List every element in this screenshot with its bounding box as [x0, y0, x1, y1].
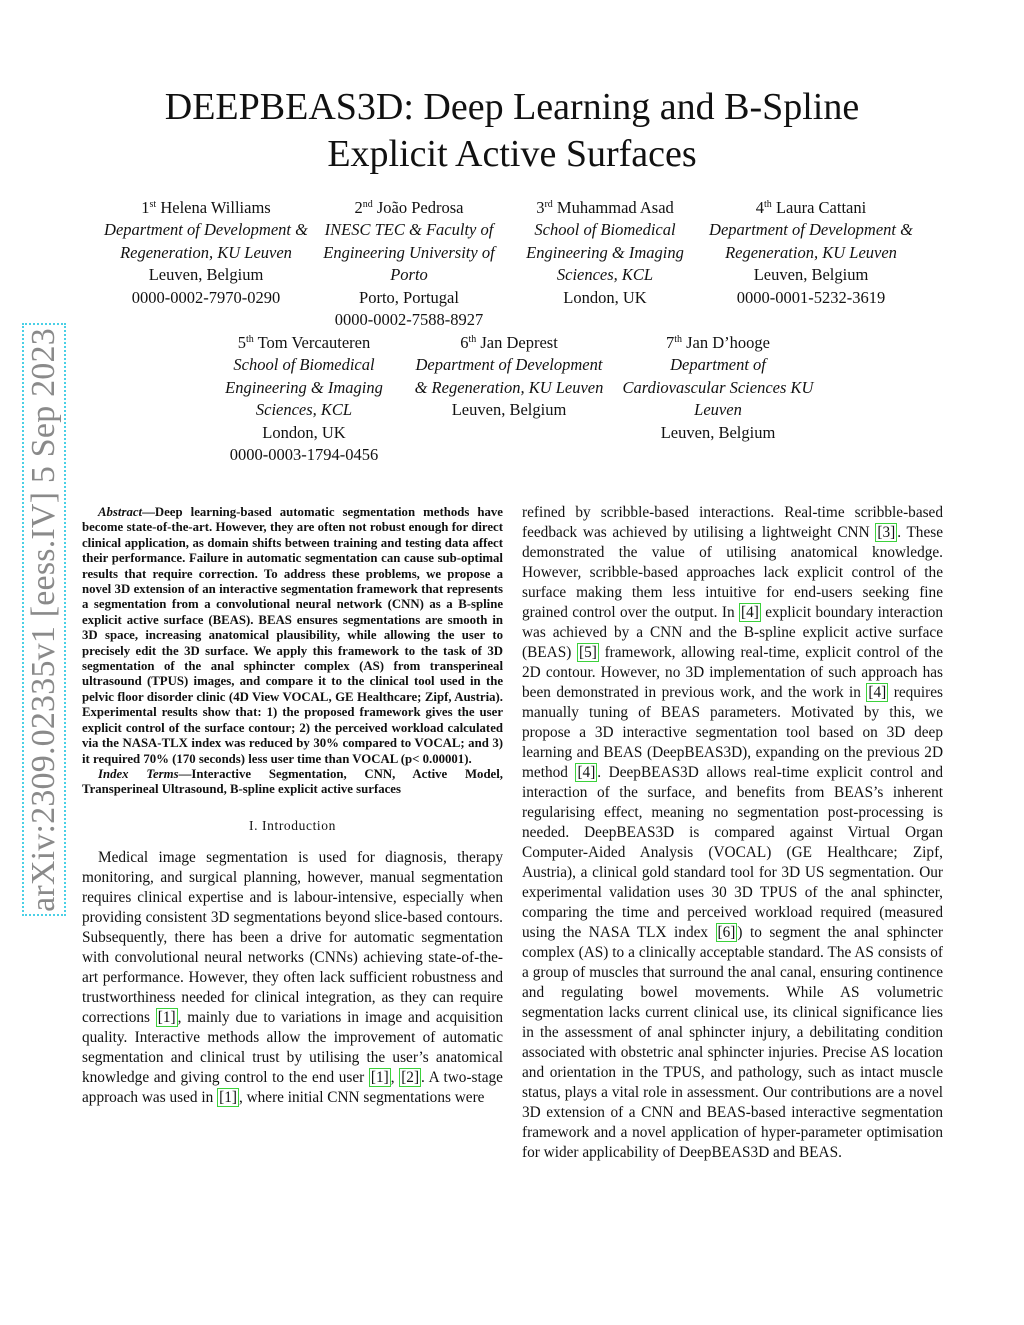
arxiv-id-text: arXiv:2309.02335v1 [eess.IV] 5 Sep 2023: [25, 327, 63, 912]
author-orcid: 0000-0001-5232-3619: [736, 287, 886, 307]
author-orcid: 0000-0003-1794-0456: [229, 445, 379, 465]
author-name: Jan Deprest: [480, 333, 558, 352]
author-block-2: 2nd João Pedrosa INESC TEC & Faculty of Engineering University of Porto Porto, Portugal 0000-0002-7588-8927: [318, 197, 500, 331]
citation-link[interactable]: [1]: [157, 1008, 176, 1026]
citation-link[interactable]: [4]: [740, 604, 759, 621]
author-orcid: 0000-0002-7588-8927: [334, 310, 484, 330]
author-name: Helena Williams: [160, 198, 271, 217]
author-orcid: 0000-0002-7970-0290: [131, 287, 281, 307]
author-location: Leuven, Belgium: [753, 265, 869, 285]
citation-link[interactable]: [4]: [577, 764, 596, 781]
author-name: Tom Vercauteren: [257, 333, 371, 352]
citation-link[interactable]: [1]: [370, 1068, 389, 1086]
author-affiliation: School of Biomedical Engineering & Imaging Sciences, KCL: [225, 355, 383, 420]
index-terms-text: —Interactive Segmentation, CNN, Active Model, Transperineal Ultrasound, B-spline explicit active surfaces: [82, 766, 503, 797]
author-location: Porto, Portugal: [359, 287, 459, 307]
author-location: London, UK: [563, 287, 647, 307]
index-terms: [82, 767, 503, 798]
citation-link[interactable]: [1]: [219, 1088, 237, 1106]
abstract-text: —Deep learning-based automatic segmentation methods have become state-of-the-art. However, they are often not robust enough for direct clinical application, as domain shifts between training and testing data affect their performance. Failure in automatic segmentation can cause sub-optimal results that require correction. To address these problems, we propose a novel 3D extension of an interactive segmentation framework that represents a segmentation from a convolutional neural network (CNN) as a B-spline explicit active surface (BEAS). BEAS ensures segmentations are smooth in 3D space, increasing anatomical plausibility, while allowing the user to precisely edit the 3D surface. We apply this framework to the task of 3D segmentation of the anal sphincter complex (AS) from transperineal ultrasound (TPUS) images, and compare it to the clinical tool used in the pelvic floor disorder clinic (4D View VOCAL, GE Healthcare; Zipf, Austria). Experimental results show that: 1) the proposed framework gives the user explicit control of the surface contour; 2) the perceived workload calculated via the NASA-TLX index was reduced by 30% compared to VOCAL; and 3) it required 70% (170 seconds) less user time than VOCAL (p< 0.00001).: [82, 505, 503, 766]
abstract: [82, 505, 503, 767]
author-affiliation: Department of Development & Regeneration, KU Leuven: [709, 220, 913, 262]
author-block-1: 1st Helena Williams Department of Development & Regeneration, KU Leuven Leuven, Belgium 0000-0002-7970-0290: [102, 197, 310, 309]
abstract-label: Abstract: [98, 505, 143, 519]
arxiv-identifier-stamp: [22, 323, 66, 916]
author-block-4: 4th Laura Cattani Department of Development & Regeneration, KU Leuven Leuven, Belgium 0000-0001-5232-3619: [706, 197, 916, 309]
author-location: London, UK: [262, 422, 346, 442]
author-block-3: 3rd Muhammad Asad School of Biomedical Engineering & Imaging Sciences, KCL London, UK: [508, 197, 702, 309]
intro-paragraph-right: refined by scribble-based interactions. Real-time scribble-based feedback was achieved by utilising a lightweight CNN [3] . These demonstrated the value of utilising anatomical knowledge. However, scribble-based approaches lack explicit control of the surface making them less intuitive for end-users seeking fine grained control over the output. In [4] explicit boundary interaction was achieved by a CNN and the B-spline explicit active surface (BEAS) [5] framework, allowing real-time, explicit control of the 2D contour. However, no 3D implementation of such approach has been demonstrated in previous work, and the work in [4] requires manually tuning of BEAS parameters. Motivated by this, we propose a 3D interactive segmentation tool based on 3D deep learning and BEAS (DeepBEAS3D), expanding on the previous 2D method [4] . DeepBEAS3D allows real-time explicit control and interaction of the surface, and benefits from BEAS’s inherent regularising effect, meaning no segmentation post-processing is needed. DeepBEAS3D is compared against Virtual Organ Computer-Aided Analysis (VOCAL) (GE Healthcare; Zipf, Austria), a clinical gold standard tool for 3D US segmentation. Our experimental validation uses 30 3D TPUS of the anal sphincter, comparing the time and perceived workload required (measured using the NASA TLX index [6] ) to segment the anal sphincter complex (AS) to a clinically acceptable standard. The AS consists of a group of muscles that surround the anal canal, ensuring continence and regulating bowel movements. While AS volumetric segmentation lacks current clinical use, its clinical significance lies in the assessment of anal sphincter injury, a debilitating condition associated with obstetric anal sphincter injuries. Precise AS location and orientation in the TPUS, and pathology, such as intact muscle status, plays a vital role in assessment. Our contributions are a novel 3D extension of a CNN and BEAS-based interactive segmentation framework and a novel application of hyper-parameter optimisation for wider applicability of DeepBEAS3D and BEAS.: [522, 504, 944, 1161]
right-column: [522, 503, 943, 1163]
author-name: Laura Cattani: [775, 198, 867, 217]
paper-title: DEEPBEAS3D: Deep Learning and B-Spline Explicit Active Surfaces: [164, 86, 860, 175]
author-block-6: 6th Jan Deprest Department of Development & Regeneration, KU Leuven Leuven, Belgium: [408, 332, 610, 422]
author-block-5: 5th Tom Vercauteren School of Biomedical Engineering & Imaging Sciences, KCL London, UK 0000-0003-1794-0456: [206, 332, 402, 466]
author-affiliation: Department of Development & Regeneration, KU Leuven: [414, 355, 604, 397]
citation-link[interactable]: [6]: [717, 924, 736, 941]
author-name: Muhammad Asad: [556, 198, 674, 217]
author-location: Leuven, Belgium: [660, 422, 776, 442]
author-name: João Pedrosa: [376, 198, 464, 217]
author-affiliation: INESC TEC & Faculty of Engineering University of Porto: [323, 220, 495, 285]
author-affiliation: School of Biomedical Engineering & Imaging Sciences, KCL: [526, 220, 684, 285]
intro-paragraph-left: Medical image segmentation is used for diagnosis, therapy monitoring, and surgical planning, however, manual segmentation requires clinical expertise and is labour-intensive, especially when providing consistent 3D segmentations beyond slice-based contours. Subsequently, there has been a drive for automatic segmentation with convolutional neural networks (CNNs) achieving state-of-the-art performance. However, they often lack sufficient robustness and trustworthiness needed for clinical integration, as they can require corrections [1] , mainly due to variations in image and acquisition quality. Interactive methods allow the improvement of automatic segmentation and clinical trust by utilising the user’s anatomical knowledge and giving control to the end user [1] , [2] . A two-stage approach was used in [1] , where initial CNN segmentations were: [82, 848, 503, 1106]
section-heading: I. Introduction: [249, 817, 336, 833]
author-affiliation: Department of Development & Regeneration, KU Leuven: [104, 220, 308, 262]
author-location: Leuven, Belgium: [148, 265, 264, 285]
author-name: Jan D’hooge: [686, 333, 770, 352]
citation-link[interactable]: [4]: [868, 684, 887, 701]
author-affiliation: Department of Cardiovascular Sciences KU Leuven: [622, 355, 814, 420]
author-location: Leuven, Belgium: [451, 400, 567, 420]
citation-link[interactable]: [5]: [579, 644, 597, 661]
author-block-7: 7th Jan D’hooge Department of Cardiovascular Sciences KU Leuven Leuven, Belgium: [618, 332, 818, 444]
index-terms-label: Index Terms: [98, 766, 179, 781]
citation-link[interactable]: [3]: [877, 524, 896, 541]
left-column: [82, 505, 503, 1108]
citation-link[interactable]: [2]: [401, 1068, 420, 1086]
